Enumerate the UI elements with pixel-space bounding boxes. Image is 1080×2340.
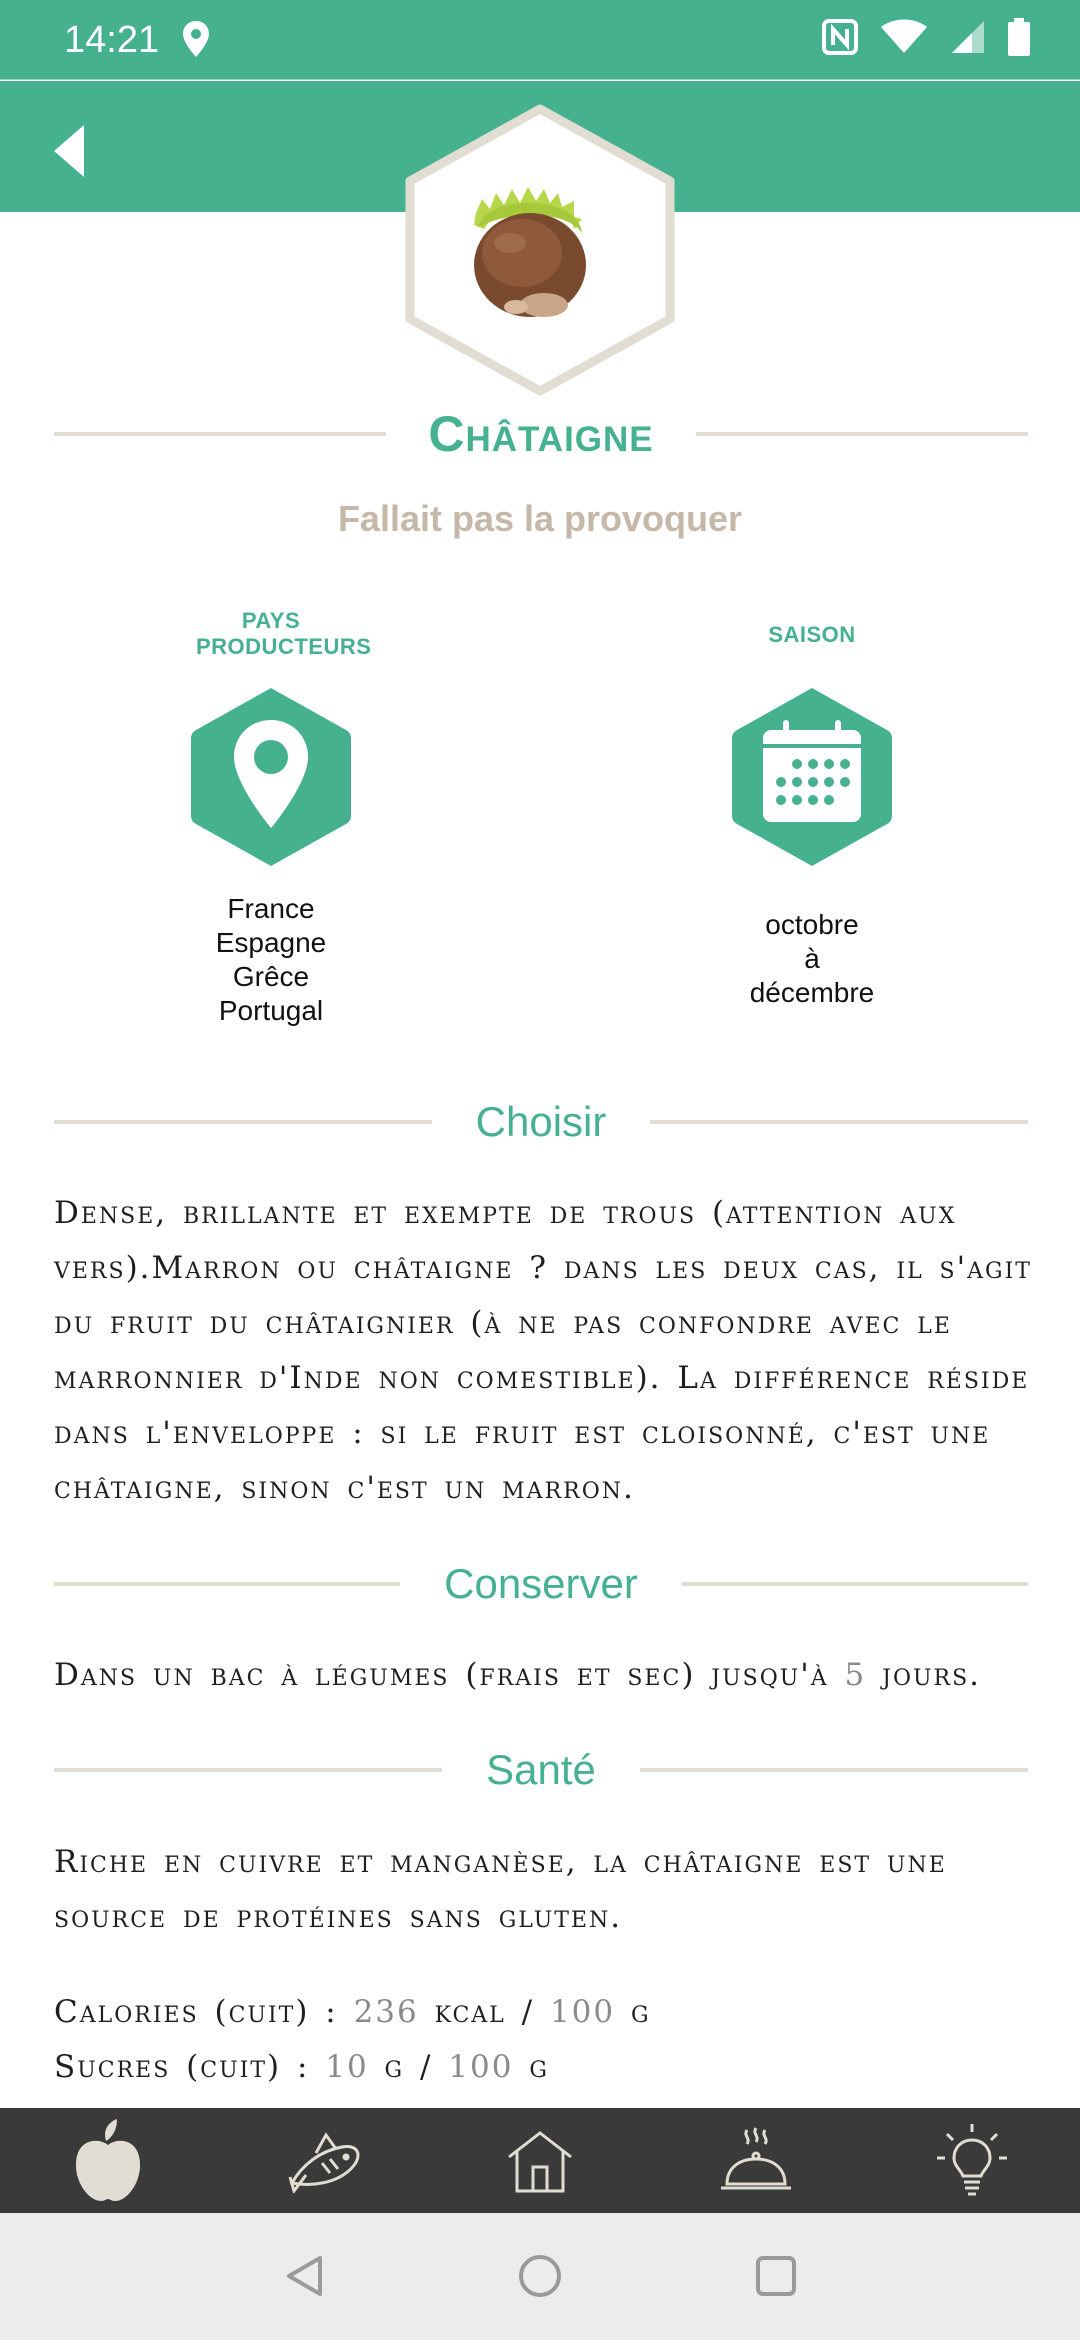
sugars-unit: g / — [368, 2049, 449, 2085]
season-line: décembre — [749, 977, 875, 1008]
system-nav-bar — [0, 2213, 1080, 2340]
calories-per-unit: g — [615, 1994, 651, 2030]
bottom-nav — [0, 2108, 1080, 2213]
apple-icon — [73, 2119, 143, 2203]
country-item: Espagne — [215, 927, 327, 958]
status-time: 14:21 — [64, 19, 160, 61]
divider-line — [54, 1582, 400, 1586]
fish-icon — [286, 2129, 362, 2193]
calories-per: 100 — [549, 1994, 616, 2030]
sugars-row — [54, 2040, 1044, 2095]
choose-text: Dense, brillante et exempte de trous (attention aux vers).Marron ou châtaigne ? dans les deux cas, il s'agit du fruit du châtaignier (à ne pas confondre avec le marronnier d'Inde non comestible). La différence réside dans l'enveloppe : si le fruit est cloisonné, c'est une châtaigne, sinon c'est un marron. — [54, 1195, 1032, 1506]
producers-label: PAYS PRODUCTEURS — [196, 608, 372, 659]
location-pin-icon — [188, 684, 354, 870]
sugars-label: Sucres (cuit) : — [54, 2049, 326, 2085]
season-range — [652, 908, 972, 1010]
section-title-store: Conserver — [444, 1560, 638, 1607]
season-line: à — [804, 943, 820, 974]
health-text: Riche en cuivre et manganèse, la châtaigne est une source de protéines sans gluten. — [54, 1844, 947, 1935]
section-title-health: Santé — [486, 1746, 596, 1793]
section-store-header — [54, 1554, 1028, 1614]
cloche-icon — [719, 2126, 793, 2196]
season-block — [652, 608, 972, 1010]
nav-home[interactable] — [432, 2108, 648, 2213]
store-days: 5 — [844, 1657, 867, 1693]
location-status-icon — [182, 20, 210, 58]
divider-line — [54, 1768, 442, 1772]
divider-line — [682, 1582, 1028, 1586]
product-tagline: Fallait pas la provoquer — [337, 498, 743, 539]
nav-fish[interactable] — [216, 2108, 432, 2213]
system-home-button[interactable] — [507, 2243, 573, 2309]
wifi-icon — [880, 19, 928, 55]
section-title-choose: Choisir — [475, 1098, 607, 1145]
divider-line — [650, 1120, 1028, 1124]
store-text — [54, 1648, 1044, 1703]
nav-tips[interactable] — [864, 2108, 1080, 2213]
country-item: France — [227, 893, 315, 924]
recents-square-icon — [754, 2254, 798, 2298]
product-image — [404, 103, 676, 397]
sugars-value: 10 — [325, 2049, 369, 2085]
calories-label: Calories (cuit) : — [54, 1994, 354, 2030]
divider-line — [54, 1120, 432, 1124]
producers-block — [111, 608, 431, 1028]
nfc-icon — [822, 19, 858, 55]
system-recents-button[interactable] — [743, 2243, 809, 2309]
product-title: Châtaigne — [428, 406, 654, 462]
season-label: SAISON — [768, 622, 856, 647]
divider-line — [696, 432, 1028, 436]
country-item: Portugal — [218, 995, 324, 1026]
calendar-icon — [729, 684, 895, 870]
calories-unit: kcal / — [418, 1994, 550, 2030]
status-icons — [822, 18, 1030, 56]
system-back-button[interactable] — [271, 2243, 337, 2309]
store-text-end: jours. — [866, 1657, 982, 1693]
season-line: octobre — [765, 909, 859, 940]
calories-value: 236 — [353, 1994, 419, 2030]
divider-line — [54, 432, 386, 436]
back-button[interactable] — [50, 121, 110, 181]
country-item: Grêce — [232, 961, 310, 992]
calories-row — [54, 1985, 1044, 2040]
back-triangle-icon — [284, 2254, 324, 2298]
divider-line — [640, 1768, 1028, 1772]
nav-recipes[interactable] — [648, 2108, 864, 2213]
lightbulb-icon — [937, 2124, 1007, 2198]
battery-icon — [1008, 18, 1030, 56]
section-health-header — [54, 1740, 1028, 1800]
sugars-per: 100 — [448, 2049, 514, 2085]
nav-fruits[interactable] — [0, 2108, 216, 2213]
home-circle-icon — [517, 2253, 563, 2299]
signal-icon — [950, 19, 986, 55]
producer-countries — [111, 892, 431, 1028]
status-bar — [0, 0, 1080, 80]
section-choose-header — [54, 1092, 1028, 1152]
store-text-start: Dans un bac à légumes (frais et sec) jusqu'à — [54, 1657, 845, 1693]
sugars-per-unit: g — [513, 2049, 549, 2085]
house-icon — [505, 2129, 575, 2193]
product-title-row — [54, 404, 1028, 464]
